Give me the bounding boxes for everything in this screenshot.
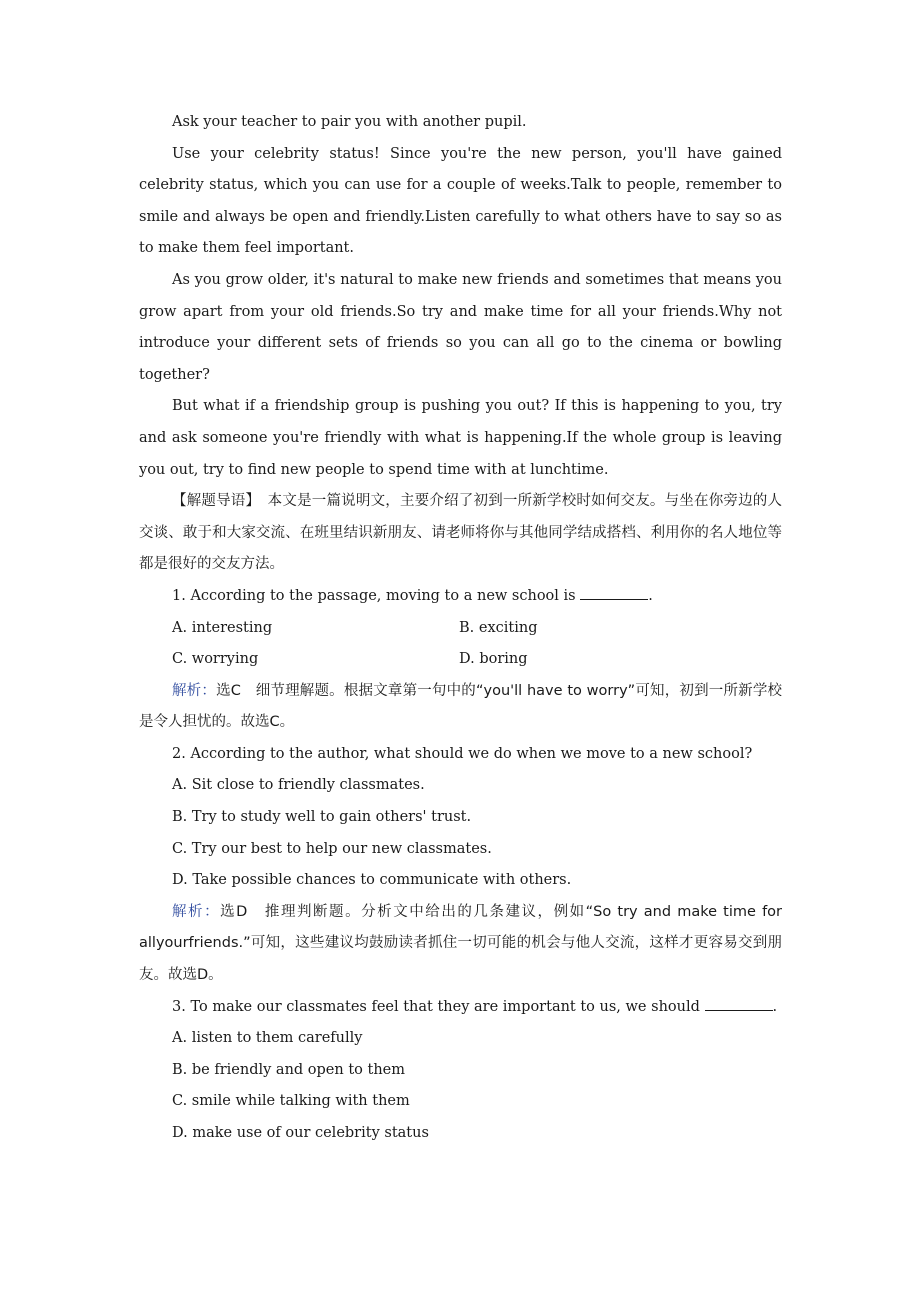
analysis-label: 解析： bbox=[172, 682, 217, 699]
question-1-option-a: A. interesting bbox=[172, 619, 273, 636]
question-2-option-a: A. Sit close to friendly classmates. bbox=[172, 777, 425, 794]
question-2-option-b: B. Try to study well to gain others' trust. bbox=[172, 809, 472, 826]
question-1-option-c: C. worrying bbox=[172, 651, 259, 668]
passage-paragraph-4: But what if a friendship group is pushing you out? If this is happening to you, try and ask someone you're friendly with what is happening.If the whole group is leaving you out, try to find new people to spend time with at lunchtime. bbox=[139, 398, 782, 478]
analysis-label: 解析： bbox=[172, 903, 221, 920]
question-3-option-c: C. smile while talking with them bbox=[172, 1093, 410, 1110]
question-2-analysis: 解析：选D 推理判断题。分析文中给出的几条建议，例如“So try and make time for allyourfriends.”可知，这些建议均鼓励读者抓住一切可能的机会与他人交流，这样才更容易交到朋友。故选D。 bbox=[139, 903, 783, 984]
question-3-option-a: A. listen to them carefully bbox=[172, 1030, 363, 1047]
question-3-option-d: D. make use of our celebrity status bbox=[172, 1125, 429, 1141]
answer-blank bbox=[705, 996, 773, 1011]
passage-paragraph-3: As you grow older, it's natural to make new friends and sometimes that means you grow apart from your old friends.So try and make time for all your friends.Why not introduce your different sets of friends so you can all go to the cinema or bowling together? bbox=[139, 271, 782, 383]
question-3-option-b: B. be friendly and open to them bbox=[172, 1061, 405, 1078]
question-1-options-row-2 bbox=[139, 644, 782, 676]
guide-text: 本文是一篇说明文，主要介绍了初到一所新学校时如何交友。与坐在你旁边的人交谈、敢于和大家交流、在班里结识新朋友、请老师将你与其他同学结成搭档、利用你的名人地位等都是很好的交友方法。 bbox=[139, 493, 783, 573]
question-2-option-c: C. Try our best to help our new classmates. bbox=[172, 840, 492, 857]
question-2-stem: 2. According to the author, what should we do when we move to a new school? bbox=[172, 745, 753, 762]
question-3-stem: 3. To make our classmates feel that they are important to us, we should . bbox=[139, 992, 782, 1024]
question-2-option-d: D. Take possible chances to communicate with others. bbox=[172, 872, 572, 889]
question-1-option-d: D. boring bbox=[459, 651, 528, 668]
question-1-analysis: 解析：选C 细节理解题。根据文章第一句中的“you'll have to worry”可知，初到一所新学校是令人担忧的。故选C。 bbox=[139, 682, 783, 731]
guide-section bbox=[139, 486, 782, 581]
passage-paragraph-2: Use your celebrity status! Since you're the new person, you'll have gained celebrity status, which you can use for a couple of weeks.Talk to people, remember to smile and always be open and friendly.Listen carefully to what others have to say so as to make them feel important. bbox=[139, 145, 782, 257]
question-1-option-b: B. exciting bbox=[459, 619, 538, 636]
passage-paragraph-1: Ask your teacher to pair you with another pupil. bbox=[172, 114, 527, 130]
guide-label: 【解题导语】 bbox=[172, 493, 253, 510]
question-1-stem: 1. According to the passage, moving to a new school is . bbox=[139, 581, 782, 613]
document-page bbox=[139, 107, 782, 1150]
answer-blank bbox=[580, 585, 648, 600]
question-1-options-row-1 bbox=[139, 613, 782, 645]
